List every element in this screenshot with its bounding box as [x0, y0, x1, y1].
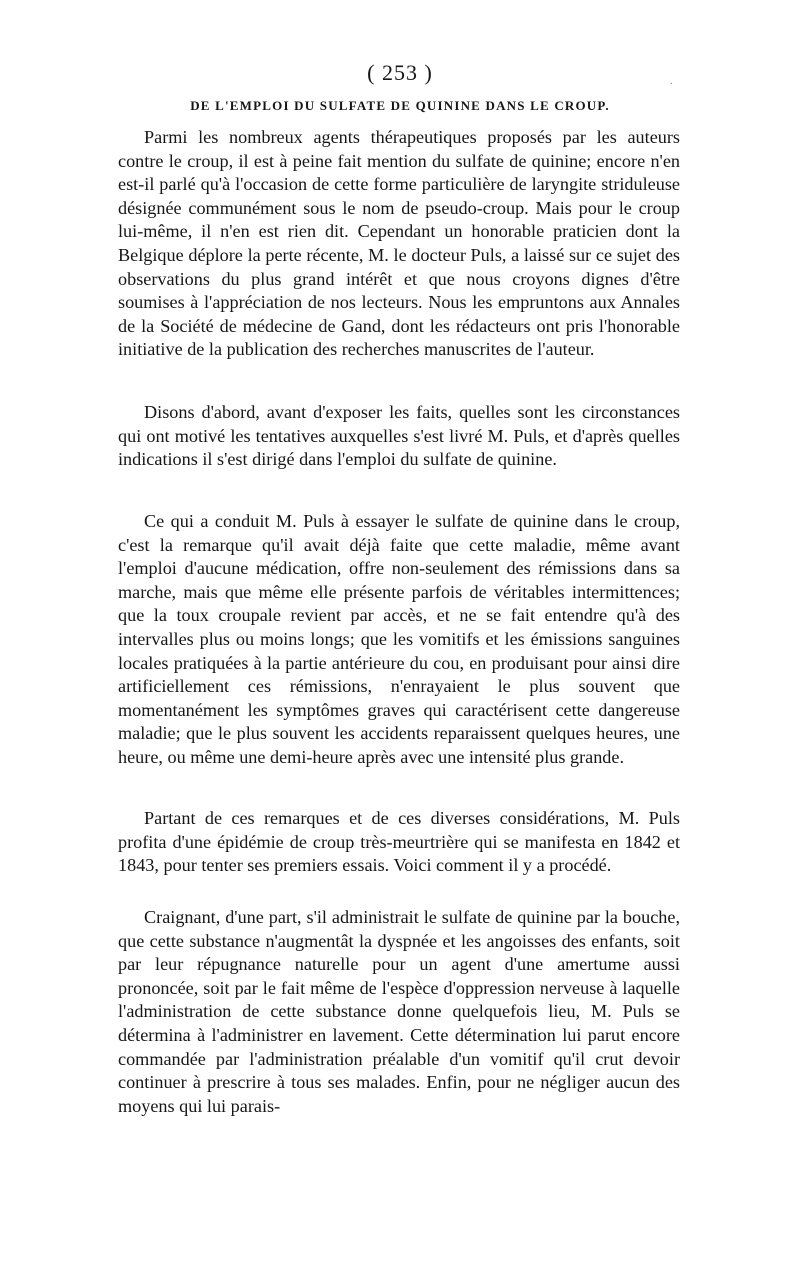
paragraph: Craignant, d'une part, s'il administrait le sulfate de quinine par la bouche, que cette substance n'augmentât la dyspnée et les angoisses des enfants, soit par leur répugnance naturelle pour un agent d'une amertume aussi prononcée, soit par le fait même de l'espèce d'oppression nerveuse à laquelle l'administration de cette substance donne quelquefois lieu, M. Puls se détermina à l'administrer en lavement. Cette détermination lui parut encore commandée par l'administration préalable d'un vomitif qu'il crut devoir continuer à prescrire à tous ses malades. Enfin, pour ne négliger aucun des moyens qui lui parais-	[118, 907, 680, 1116]
paragraph: Parmi les nombreux agents thérapeutiques proposés par les auteurs contre le croup, il est à peine fait mention du sulfate de quinine; encore n'en est-il parlé qu'à l'occasion de cette forme particulière de laryngite striduleuse désignée communément sous le nom de pseudo-croup. Mais pour le croup lui-même, il n'en est rien dit. Cependant un honorable praticien dont la Belgique déplore la perte récente, M. le docteur Puls, a laissé sur ce sujet des observations du plus grand intérêt et que nous croyons dignes d'être soumises à l'appréciation de nos lecteurs. Nous les empruntons aux Annales de la Société de médecine de Gand, dont les rédacteurs ont pris l'honorable initiative de la publication des recherches manuscrites de l'auteur.	[118, 127, 680, 360]
paragraph: Ce qui a conduit M. Puls à essayer le sulfate de quinine dans le croup, c'est la remarque qu'il avait déjà faite que cette maladie, même avant l'emploi d'aucune médication, offre non-seulement des rémissions dans sa marche, mais que même elle présente parfois de véritables intermittences; que la toux croupale revient par accès, et ne se fait entendre qu'à des intervalles plus ou moins longs; que les vomitifs et les émissions sanguines locales pratiquées à la partie antérieure du cou, en produisant pour ainsi dire artificiellement ces rémissions, n'enrayaient le plus souvent que momentanément les symptômes graves qui caractérisent cette dangereuse maladie; que le plus souvent les accidents reparaissent quelques heures, une heure, ou même une demi-heure après avec une intensité plus grande.	[118, 511, 680, 767]
section-heading: DE L'EMPLOI DU SULFATE DE QUININE DANS LE CROUP.	[190, 98, 610, 113]
print-speck: .	[670, 76, 673, 87]
paragraph: Partant de ces remarques et de ces diverses considérations, M. Puls profita d'une épidémie de croup très-meurtrière qui se manifesta en 1842 et 1843, pour tenter ses premiers essais. Voici comment il y a procédé.	[118, 808, 680, 876]
page-number: ( 253 )	[367, 60, 433, 85]
paragraph: Disons d'abord, avant d'exposer les faits, quelles sont les circonstances qui ont motivé les tentatives auxquelles s'est livré M. Puls, et d'après quelles indications il s'est dirigé dans l'emploi du sulfate de quinine.	[118, 402, 680, 470]
